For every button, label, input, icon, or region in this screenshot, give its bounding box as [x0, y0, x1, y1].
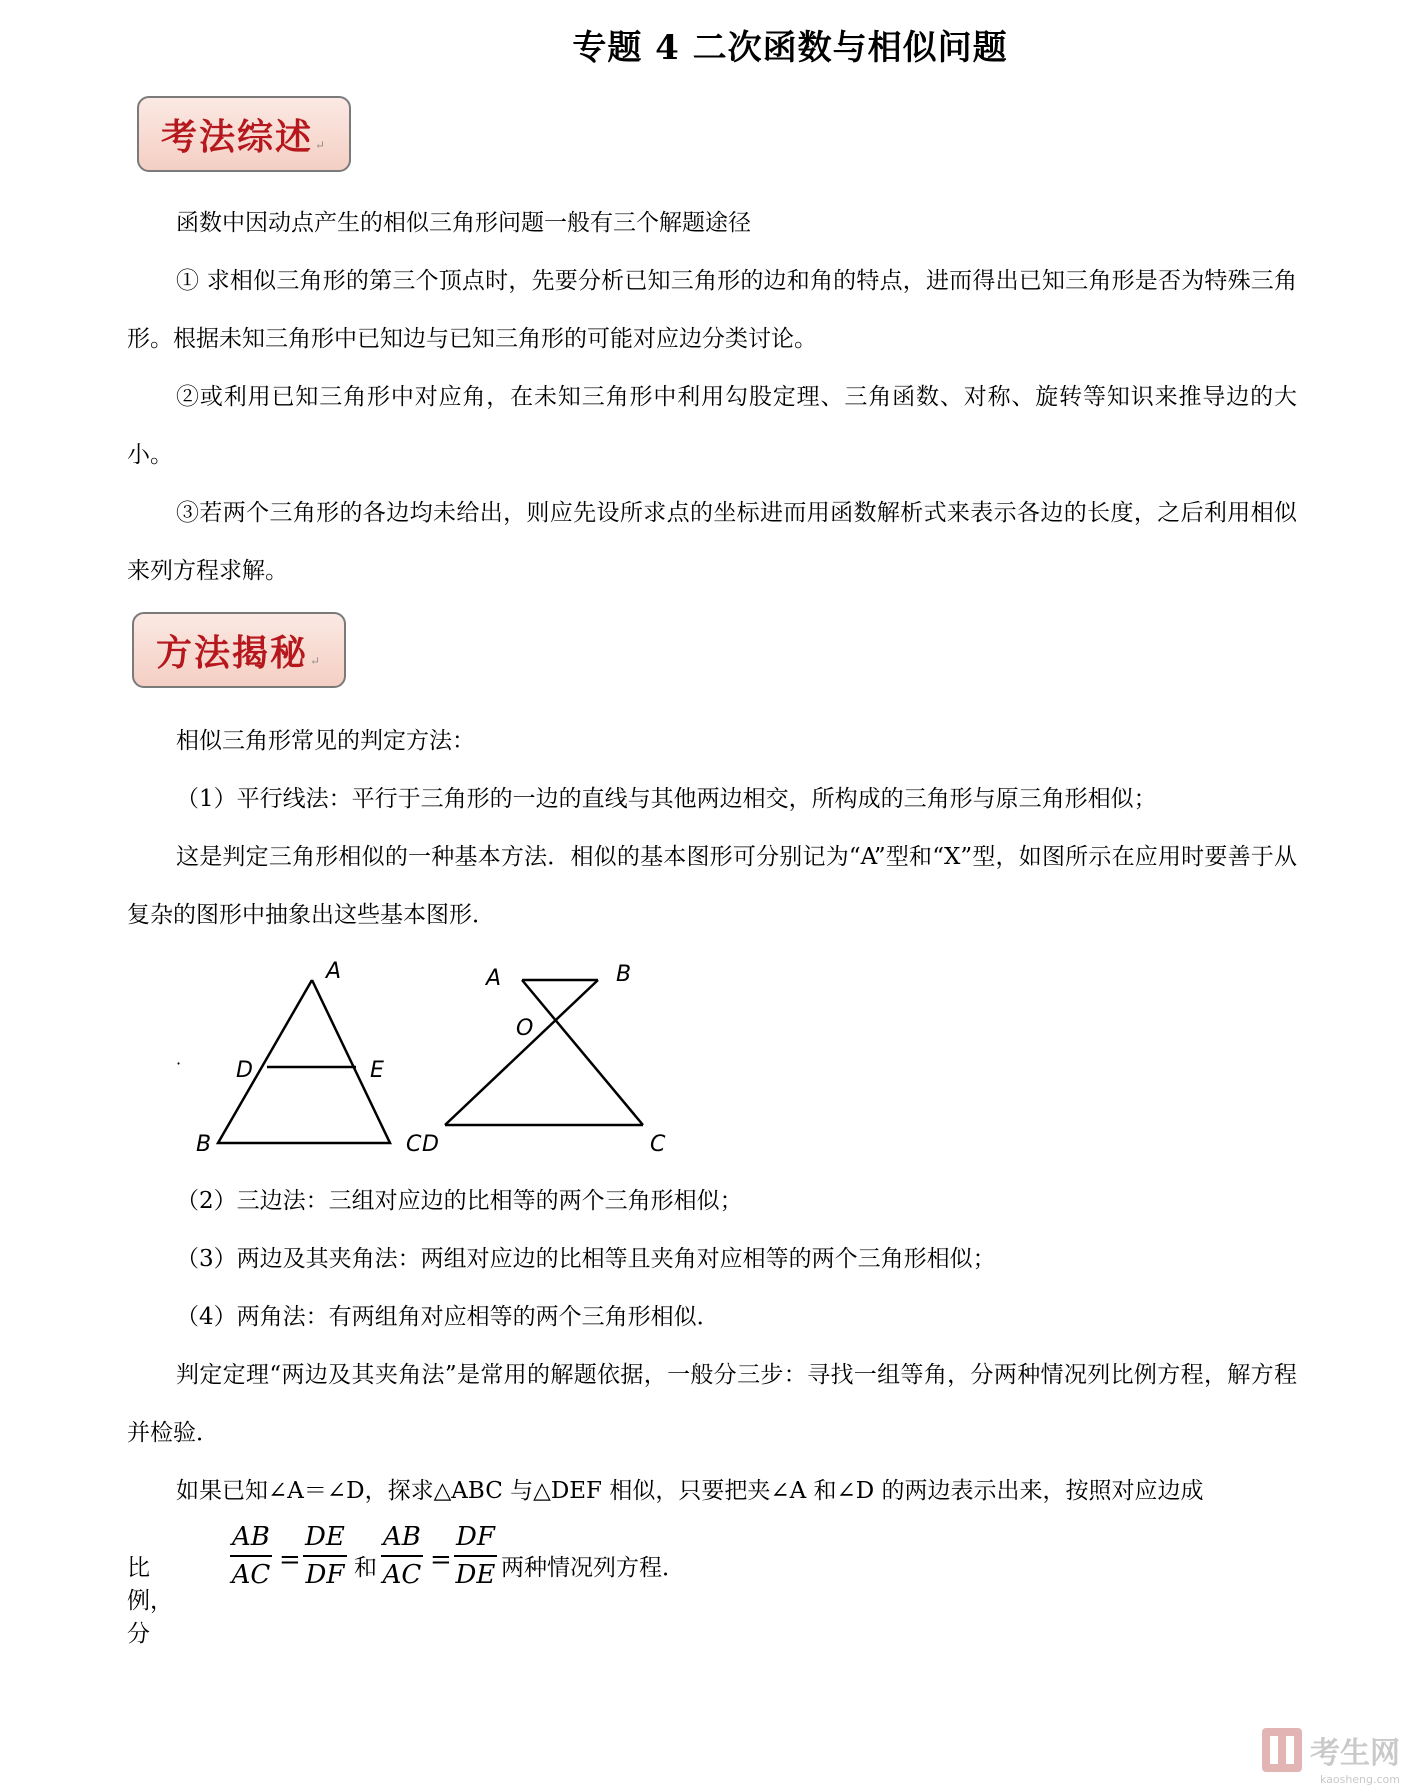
section1-item-1: ① 求相似三角形的第三个顶点时，先要分析已知三角形的边和角的特点，进而得出已知三角形是否为特殊三角形。根据未知三角形中已知边与已知三角形的可能对应边分类讨论。 — [127, 268, 1297, 352]
fraction-ab-ac-1 — [230, 1519, 272, 1593]
method-1: （1）平行线法：平行于三角形的一边的直线与其他两边相交，所构成的三角形与原三角形相似； — [176, 786, 1157, 812]
frac-num: DF — [454, 1519, 497, 1557]
x-type-figure — [445, 980, 643, 1125]
section1-item-2: ②或利用已知三角形中对应角，在未知三角形中利用勾股定理、三角函数、对称、旋转等知识来推导边的大小。 — [127, 384, 1297, 468]
frac-den: AC — [382, 1560, 422, 1590]
frac-den: DF — [305, 1560, 345, 1590]
fraction-ab-ac-2 — [381, 1519, 423, 1593]
label-a-B: B — [196, 1132, 212, 1157]
connector-he: 和 — [354, 1555, 377, 1581]
label-a-D: D — [236, 1058, 253, 1083]
method-2: （2）三边法：三组对应边的比相等的两个三角形相似； — [176, 1188, 743, 1214]
section1-item-3: ③若两个三角形的各边均未给出，则应先设所求点的坐标进而用函数解析式来表示各边的长度，之后利用相似来列方程求解。 — [127, 500, 1297, 584]
label-x-D: D — [422, 1132, 439, 1157]
watermark-logo — [1262, 1728, 1400, 1786]
section-badge-fangfa: 方法揭秘 ↵ — [132, 612, 346, 688]
theorem-text: 判定定理“两边及其夹角法”是常用的解题依据，一般分三步：寻找一组等角，分两种情况列比例方程，解方程并检验． — [127, 1362, 1297, 1446]
example-suffix: 两种情况列方程． — [501, 1555, 685, 1581]
badge-label: 方法揭秘 — [155, 631, 308, 674]
frac-den: DE — [455, 1560, 496, 1590]
equals-sign: = — [430, 1545, 452, 1575]
equals-sign: = — [279, 1545, 301, 1575]
example-prefix: 比例，分 — [127, 1555, 173, 1647]
label-x-C-left: C — [406, 1132, 422, 1157]
frac-num: DE — [303, 1519, 347, 1557]
frac-num: AB — [381, 1519, 423, 1557]
method-1-note: 这是判定三角形相似的一种基本方法．相似的基本图形可分别记为“A”型和“X”型，如图所示在应用时要善于从复杂的图形中抽象出这些基本图形． — [127, 844, 1297, 928]
section2-intro: 相似三角形常见的判定方法： — [176, 728, 475, 754]
watermark-url: kaosheng.com — [1319, 1773, 1400, 1786]
fraction-df-de — [454, 1519, 497, 1593]
example-line-1: 如果已知∠A＝∠D，探求△ABC 与△DEF 相似，只要把夹∠A 和∠D 的两边表示出来，按照对应边成 — [176, 1478, 1204, 1504]
frac-den: AC — [231, 1560, 271, 1590]
frac-num: AB — [230, 1519, 272, 1557]
fraction-de-df — [303, 1519, 347, 1593]
label-x-O: O — [516, 1016, 534, 1041]
badge-label: 考法综述 — [160, 115, 313, 158]
section1-intro: 函数中因动点产生的相似三角形问题一般有三个解题途径 — [176, 210, 751, 236]
label-x-A: A — [486, 966, 502, 991]
similar-triangle-figures — [160, 955, 680, 1165]
stray-dot: · — [176, 1054, 182, 1073]
kaosheng-logo-icon — [1262, 1728, 1302, 1772]
watermark-name: 考生网 — [1310, 1736, 1400, 1771]
page-title: 专题 4 二次函数与相似问题 — [572, 28, 1008, 68]
section-badge-kaofa: 考法综述 ↵ — [137, 96, 351, 172]
label-x-C: C — [650, 1132, 666, 1157]
method-3: （3）两边及其夹角法：两组对应边的比相等且夹角对应相等的两个三角形相似； — [176, 1246, 996, 1272]
label-x-B: B — [616, 962, 632, 987]
label-a-E: E — [370, 1058, 384, 1083]
method-4: （4）两角法：有两组角对应相等的两个三角形相似． — [176, 1304, 720, 1330]
label-a-A: A — [326, 959, 342, 984]
